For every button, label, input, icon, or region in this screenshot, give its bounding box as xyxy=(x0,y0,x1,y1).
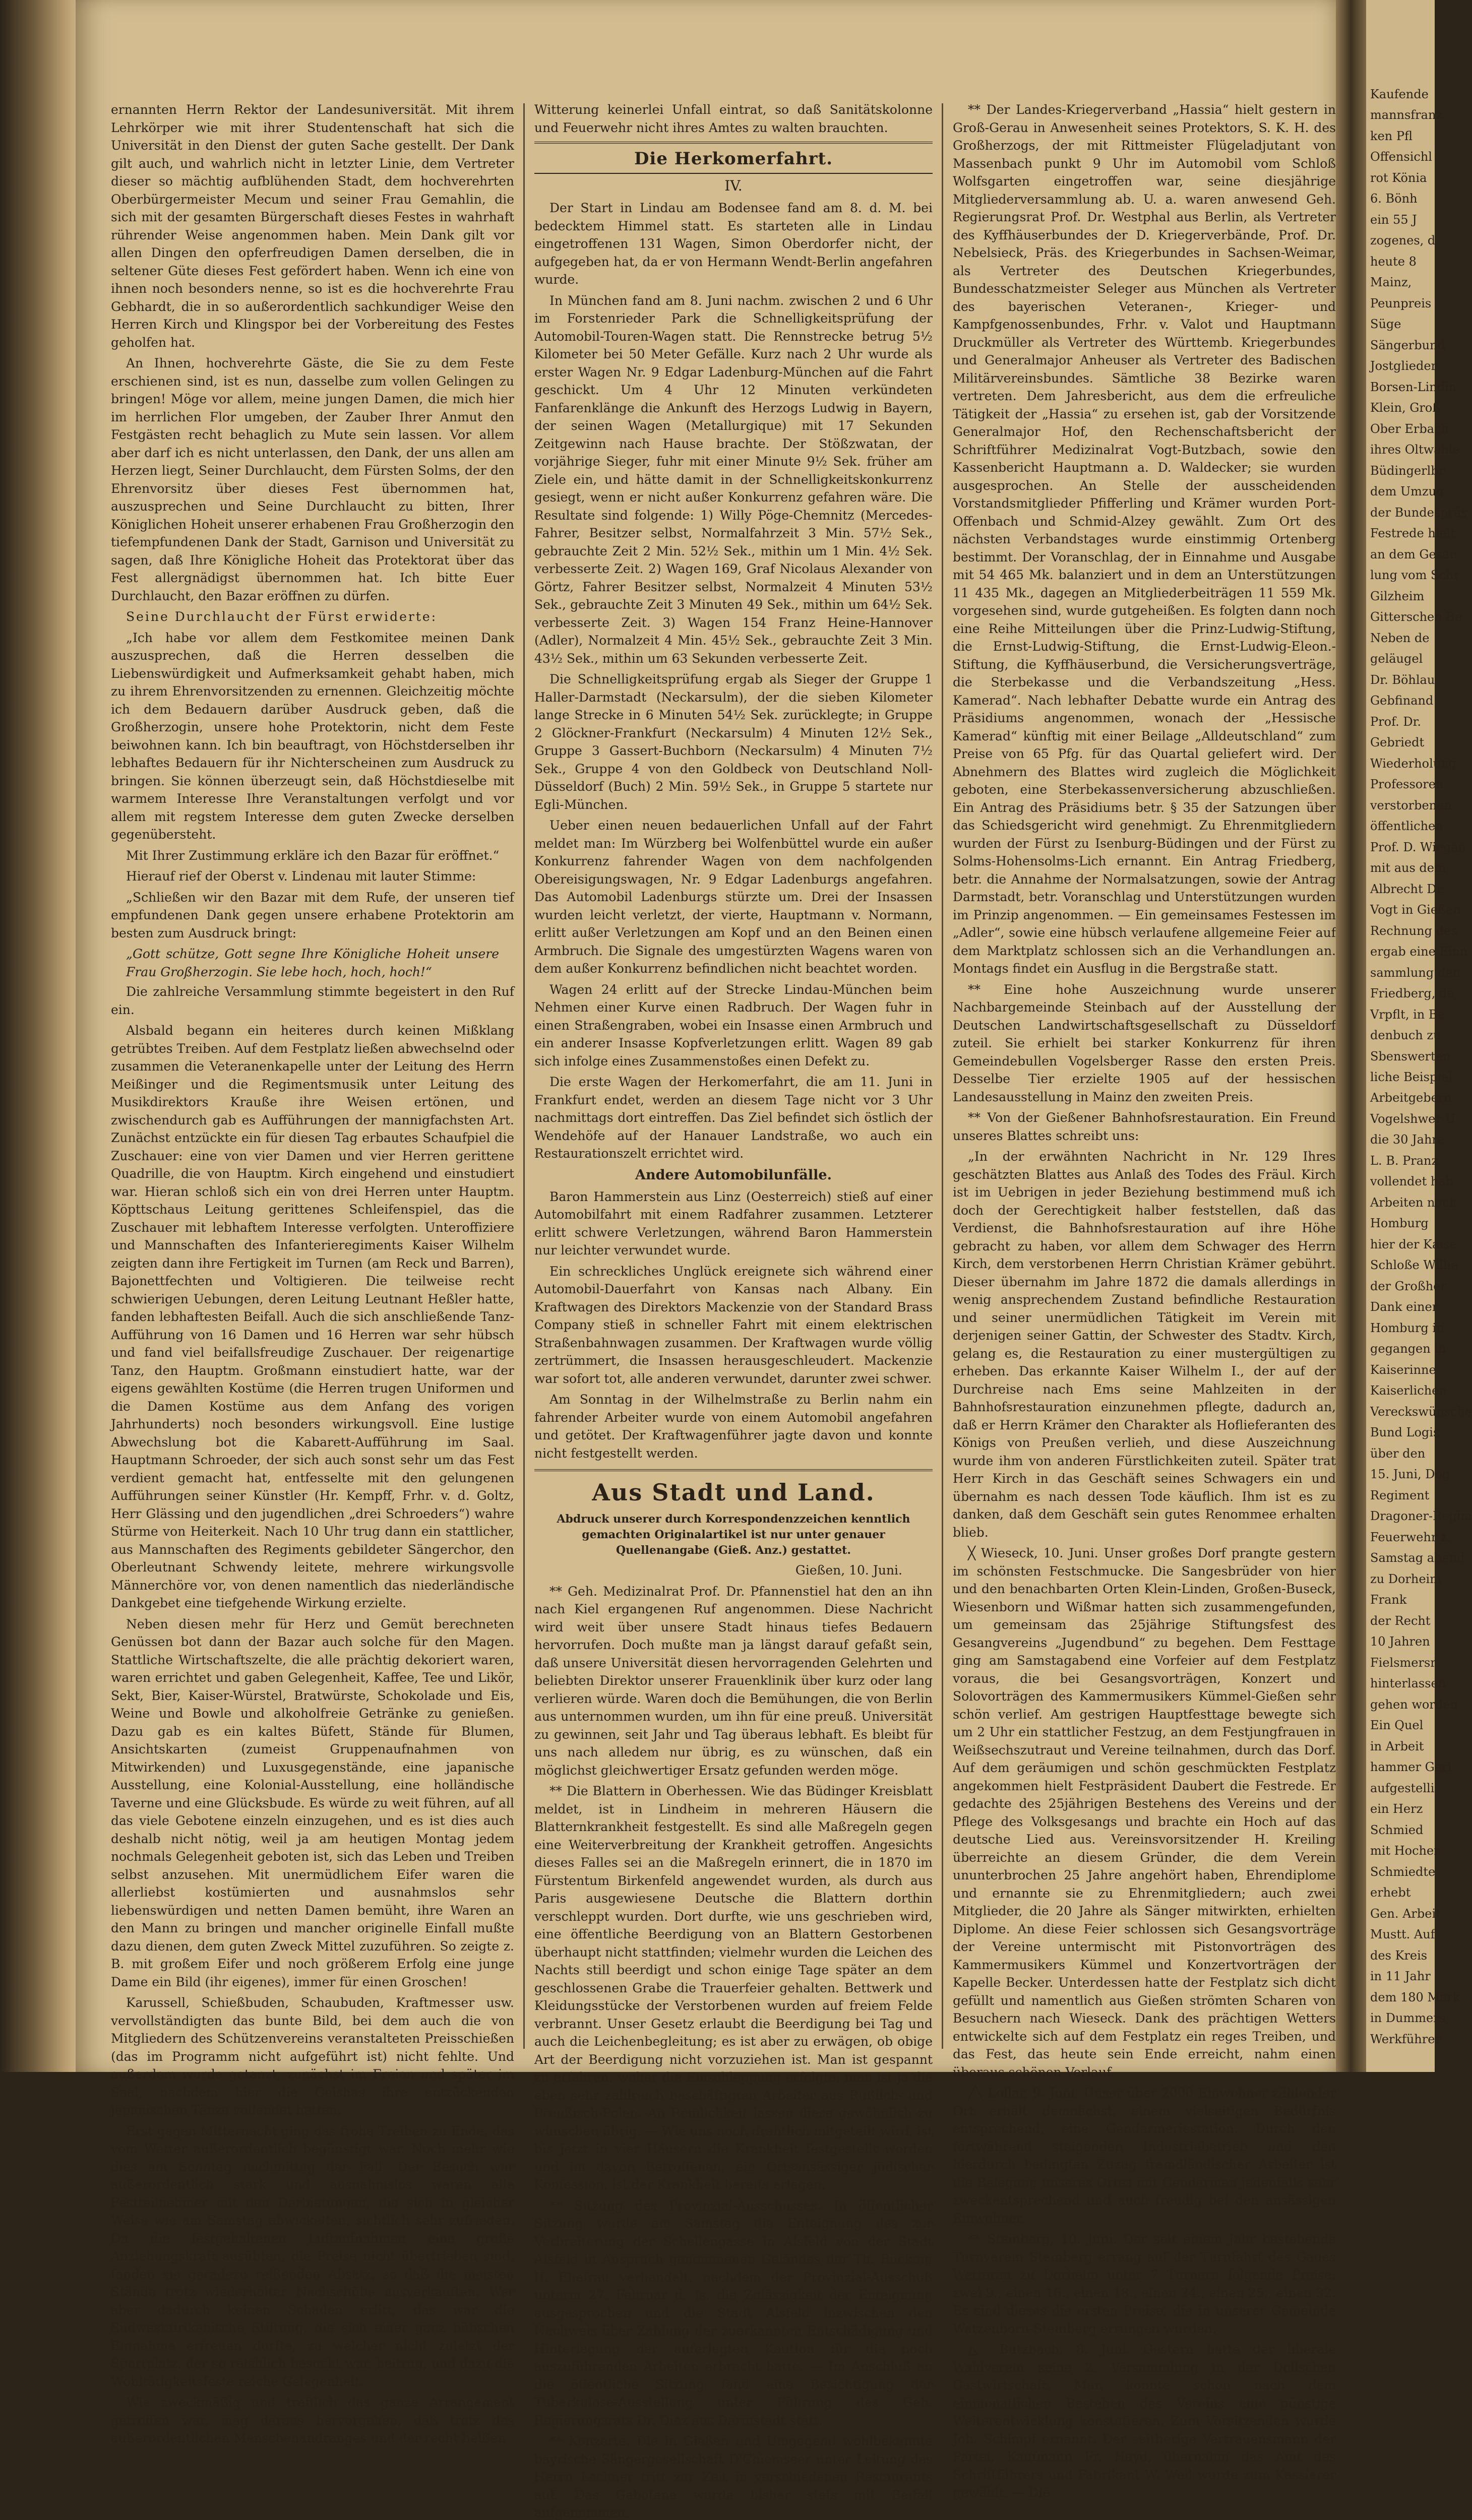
facing-page-fragment: lung vom Schr xyxy=(1370,568,1459,583)
facing-page-fragment: erhebt xyxy=(1370,1885,1411,1900)
paragraph: „Schließen wir den Bazar mit dem Rufe, der unseren tief empfundenen Dank gegen unsere erhabene Protektorin am besten zum Ausdruck bringt: xyxy=(111,890,514,940)
facing-page-fragment: dem 180 Mark xyxy=(1370,1990,1460,2004)
facing-page-edge xyxy=(1366,0,1472,2072)
paragraph: ** Sitzung des Provinzial-Ausschusses. In öffentlicher Sitzung wurde am Samstag die Enteignung des zur Verbreiterung der Schellengasse in Alsfeld von der Stadt Alsfeld in Anspruch genommenen Geländes der Th. Bücking II. Ehefrau verhandelt, nachdem der Provinzial-Ausschuß unterm 27. Februar d. Js. die Zulässigkeit der Enteignung ausgesprochen und die Stadt Alsfeld inzwischen den Nachweis über Zahlung der zuerkannten Entschädigung und Hinterlegung der auferlegten Kaution für die noch auszuführenden Arbeiten erbracht hatte. — Im Anschluß an die öffentliche Sitzung fand eine Besichtigung der Tuberkulose-Ausstellung unter Führung des Geh. Regierungsrats Dr. Diez aus Darmstadt statt. xyxy=(534,2198,933,2428)
facing-page-fragment: Prof. Dr. xyxy=(1370,714,1422,729)
paragraph: ╱╲ Lollar, 9. Juni. Unser über 2000 Einwohner zählender Ort erhält demnächst, einem vielseitigen Bedürfnis entsprechend, eine Gendarmeriestation. Durch den fortwährend steigenden Industriebetrieb und den hierdurch bedingten Zuzug fremdländischer Arbeiter ist die Belegung unseres Ortes mit Gendarmen jedenfalls sehr zweckentsprechend und auch freudig bei den ansässigen Einwohner. xyxy=(953,2086,1336,2226)
facing-page-fragment: Sängerbund xyxy=(1370,338,1445,352)
subheading-text: Andere Automobilunfälle. xyxy=(635,1167,832,1183)
facing-page-fragment: vollendet hab xyxy=(1370,1174,1453,1189)
facing-page-fragment: Klein, Groß xyxy=(1370,401,1441,415)
paragraph: ** Steinberg, 10. Juni. Der seit einem Jahr bestehende Turnverein Steinberg errang auf der Turnfahrt des Gaues Wetterau zu Dorheim unter 7 Turnern folgende Preise: zwei 9., einen 16., einen 18., einen 24., einen 25., einen 32. Es sind dieses die ersten Preise, die in unserer Gemeinde Watzenborn-Steinberg errungen wurden. xyxy=(953,2232,1336,2336)
facing-page-fragment: an dem Gesan xyxy=(1370,547,1457,561)
facing-page-fragment: aufgestelli xyxy=(1370,1781,1435,1795)
facing-page-fragment: sammlung den xyxy=(1370,965,1460,980)
facing-page-fragment: hinterlassen xyxy=(1370,1676,1446,1691)
facing-page-fragment: Arbeitgebern xyxy=(1370,1091,1452,1105)
facing-page-fragment: Schmiedte xyxy=(1370,1864,1436,1879)
paragraph: Ueber einen neuen bedauerlichen Unfall auf der Fahrt meldet man: Im Würzberg bei Wolfenbüttel wurde ein außer Konkurrenz fahrender Wagen von dem nachfolgenden Obereisigungswagen, Nr. 9 Edgar Ladenburgs angefahren. Das Automobil Ladenburgs stürzte um. Drei der Insassen wurden leicht verletzt, der vierte, Hauptmann v. Normann, erlitt außer Verletzungen am Kopf und an den Beinen einen Armbruch. Die Signale des umgestürzten Wagens waren von dem außer Konkurrenz befindlichen nicht beachtet worden. xyxy=(534,818,933,976)
facing-page-fragment: Frank xyxy=(1370,1593,1407,1607)
facing-page-fragment: der Großher xyxy=(1370,1279,1446,1293)
paragraph: In München fand am 8. Juni nachm. zwischen 2 und 6 Uhr im Forstenrieder Park die Schnelligkeitsprüfung der Automobil-Touren-Wagen statt. Die Rennstrecke betrug 5½ Kilometer bei 50 Meter Gefälle. Kurz nach 2 Uhr wurde als erster Wagen Nr. 9 Edgar Ladenburg-München auf die Fahrt geschickt. Um 4 Uhr 12 Minuten verkündeten Fanfarenklänge die Ankunft des Herzogs Ludwig in Bayern, der seinen Wagen (Metallurgique) mit 17 Sekunden Zeitgewinn nach Hause brachte. Der Stößzwatan, der vorjährige Sieger, fuhr mit einer Minute 9½ Sek. früher am Ziele ein, und hätte damit in der Schnelligkeitskonkurrenz gesiegt, wenn er nicht außer Konkurrenz gefahren wäre. Die Resultate sind folgende: 1) Willy Pöge-Chemnitz (Mercedes-Fahrer, Besitzer selbst, Normalfahrzeit 3 Min. 57½ Sek., gebrauchte Zeit 2 Min. 52½ Sek., mithin um 1 Min. 4½ Sek. verbesserte Zeit. 2) Wagen 169, Graf Nicolaus Alexander von Görtz, Fahrer Besitzer selbst, Normalzeit 4 Minuten 53½ Sek., gebrauchte Zeit 3 Minuten 49 Sek., mithin um 64½ Sek. verbesserte Zeit. 3) Wagen 154 Franz Heine-Hannover (Adler), Normalzeit 4 Min. 45½ Sek., gebrauchte Zeit 3 Min. 43½ Sek., mithin um 63 Sekunden verbesserte Zeit. xyxy=(534,293,933,666)
facing-page-fragment: Wiederholung xyxy=(1370,756,1457,771)
paragraph: ** Von der Gießener Bahnhofsrestauration. Ein Freund unseres Blattes schreibt uns: xyxy=(953,1110,1336,1143)
facing-page-fragment: hier der Kaise xyxy=(1370,1237,1457,1251)
facing-page-fragment: Friedberg, de xyxy=(1370,986,1454,1001)
paragraph: Erst gegen Mitternacht ging das frohe Treiben zu Ende, das vom Wetter außerordentlich begünstigt war. Noch mehr wie dies am Sonntag nachmittag der Fall. Der Besuch war außerordentlich stark und ausnahmslos waren alle Festteilnehmer mit den Darbietungen, die sich in gleicher Weise wie am Samstag abwickelten, sichtlich sehr zufrieden. Da die festgehaltenen Luftaufnahmen eine große Anziehungskraft ausübten, die Preise nicht übertrieben sind, fanden sie geradezu reißenden Absatz, so daß die meisten Stände trotz wiederholter Nachschübe ausverkauften. Wer aber dadurch keinen Schaden erlitt, das war die Südwestafrikanische Stiftung, die sich einer ganz hübschen Einnahme erfreuen durfte, zu welcher nicht zuletzt der Sportplatz, der so reichlich besucht war, beitrug, und dazu die Wohltätigkeitsfeste reiche Gelegenheit. xyxy=(111,2123,514,2389)
paragraph: ernannten Herrn Rektor der Landesuniversität. Mit ihrem Lehrkörper wie mit ihrer Studentenschaft hat sich die Universität in den Dienst der guten Sache gestellt. Der Dank gilt auch, und wahrlich nicht in letzter Linie, dem Vertreter dieser so mächtig aufblühenden Stadt, dem hochverehrten Oberbürgermeister Mecum und seiner Frau Gemahlin, die sich mit der gesamten Bürgerschaft dieses Festes in wahrhaft rührender Weise angenommen haben. Mein Dank gilt vor allen Dingen den opferfreudigen Damen derselben, die in seltener Güte dieses Fest gefördert haben. Wenn ich eine von ihnen noch besonders nenne, so ist es die hochverehrte Frau Gebhardt, die in so außerordentlich sachkundiger Weise den Herren Kirch und Klingspor bei der Vorbereitung des Festes geholfen hat. xyxy=(111,102,514,350)
facing-page-fragment: ken Pfl xyxy=(1370,129,1413,143)
facing-page-fragment: rot Könia xyxy=(1370,170,1427,185)
facing-page-fragment: Gilzheim xyxy=(1370,589,1425,603)
paragraph: Neben diesen mehr für Herz und Gemüt berechneten Genüssen bot dann der Bazar auch solche für den Magen. Stattliche Wirtschaftszelte, die alle prächtig dekoriert waren, waren errichtet und gaben Gelegenheit, Kaffee, Tee und Likör, Sekt, Bier, Kaiser-Würstel, Bratwürste, Schokolade und Eis, Weine und Bowle und alkoholfreie Getränke zu genießen. Dazu gab es ein kaltes Büfett, Stände für Blumen, Ansichtskarten (zumeist Gruppenaufnahmen von Mitwirkenden) und Luxusgegenstände, eine japanische Ausstellung, eine Kolonial-Ausstellung, eine holländische Taverne und eine Glücksbude. Es würde zu weit führen, auf all das viele Gebotene einzeln einzugehen, und es ist dies auch deshalb nicht nötig, weil ja am heutigen Montag jedem nochmals Gelegenheit geboten ist, sich das Leben und Treiben selbst anzusehen. Mit unermüdlichem Eifer waren die allerliebst kostümierten und ausnahmslos sehr liebenswürdigen und netten Damen bemüht, ihre Waren an den Mann zu bringen und mancher originelle Einfall mußte dazu dienen, dem guten Zweck Mittel zuzuführen. So zeigte z. B. mit großem Eifer und noch größerem Erfolg eine junge Dame ein Bild (ihr eigenes), immer für einen Groschen! xyxy=(111,1616,514,1989)
facing-page-fragment: Gebfinand xyxy=(1370,694,1434,708)
facing-page-fragment: gegangen in xyxy=(1370,1342,1446,1356)
facing-page-fragment: Arbeiten noch xyxy=(1370,1195,1457,1210)
paragraph: Mit Ihrer Zustimmung erkläre ich den Bazar für eröffnet.“ xyxy=(126,848,500,863)
facing-page-fragment: 15. Juni, Dog xyxy=(1370,1467,1450,1482)
paragraph: Der Start in Lindau am Bodensee fand am 8. d. M. bei bedecktem Himmel statt. Es starteten alle in Lindau eingetroffenen 131 Wagen, Simon Oberdorfer nicht, der aufgegeben hat, da er von Hermann Wendt-Berlin angefahren wurde. xyxy=(534,201,933,287)
paragraph: Die zahlreiche Versammlung stimmte begeistert in den Ruf ein. xyxy=(111,984,514,1017)
facing-page-fragment: Bund Logis xyxy=(1370,1425,1440,1440)
quotation: „Gott schütze, Gott segne Ihre Königliche Hoheit unsere Frau Großherzogin. Sie lebe hoch, hoch, hoch!“ xyxy=(126,947,499,979)
paragraph: Hierauf rief der Oberst v. Lindenau mit lauter Stimme: xyxy=(126,869,476,884)
facing-page-fragment: Kaiserlichen xyxy=(1370,1383,1447,1398)
article-part-number: IV. xyxy=(724,177,743,195)
facing-page-fragment: in Arbeit xyxy=(1370,1739,1424,1753)
facing-page-fragment: ein 55 J xyxy=(1370,212,1417,227)
paragraph: ** Eine hohe Auszeichnung wurde unserer Nachbargemeinde Steinbach auf der Ausstellung der Deutschen Landwirtschaftsgesellschaft zu Düsseldorf zuteil. Sie erhielt bei starker Konkurrenz für ihren Gemeindebullen Vogelsberger Rasse den ersten Preis. Desselbe Tier erzielte 1905 auf der hessischen Landesausstellung in Mainz den zweiten Preis. xyxy=(953,982,1336,1104)
facing-page-fragment: 10 Jahren xyxy=(1370,1634,1430,1649)
paragraph: Ein schreckliches Unglück ereignete sich während einer Automobil-Dauerfahrt von Kansas nach Albany. Ein Kraftwagen des Direktors Mackenzie von der Standard Brass Company stieß in schneller Fahrt mit einem elektrischen Straßenbahnwagen zusammen. Der Kraftwagen wurde völlig zertrümmert, die Insassen herausgeschleudert. Mackenzie war sofort tot, alle anderen verwundet, darunter zwei schwer. xyxy=(534,1264,933,1386)
facing-page-fragment: die 30 Jahre xyxy=(1370,1132,1445,1147)
facing-page-fragment: Peunpreis xyxy=(1370,296,1432,310)
paragraph: ** Der Landes-Kriegerverband „Hassia“ hielt gestern in Groß-Gerau in Anwesenheit seines Protektors, S. K. H. des Großherzogs, der mit Rittmeister Flügeladjutant von Massenbach punkt 9 Uhr im Automobil vom Schloß Wolfsgarten eingetroffen war, seine diesjährige Mitgliederversammlung ab. U. a. waren anwesend Geh. Regierungsrat Prof. Dr. Westphal aus Berlin, als Vertreter des Kyffhäuserbundes der D. Kriegerverbände, Prof. Dr. Nebelsieck, Präs. des Kriegerbundes in Sachsen-Weimar, als Vertreter des Deutschen Kriegerbundes, Bundesschatzmeister Seleger aus München als Vertreter des bayerischen Veteranen-, Krieger- und Kampfgenossenbundes, Frhr. v. Valot und Hauptmann Druckmüller als Vertreter des Württemb. Kriegerbundes und Generalmajor Anheuser als Vertreter des Badischen Militärvereinsbundes. Sämtliche 38 Bezirke waren vertreten. Dem Jahresbericht, aus dem die erfreuliche Tätigkeit der „Hassia“ zu ersehen ist, gab der Vorsitzende Generalmajor Hof, den Rechenschaftsbericht der Schriftführer Medizinalrat Vogt-Butzbach, sowie den Kassenbericht Hauptmann a. D. Waldecker; sie wurden ausgesprochen. An Stelle der ausscheidenden Vorstandsmitglieder Pfifferling und Krämer wurden Port-Offenbach und Schmid-Alzey gewählt. Zum Ort des nächsten Verbandstages wurde einstimmig Ortenberg bestimmt. Der Voranschlag, der in Einnahme und Ausgabe mit 54 465 Mk. balanziert und in dem an Unterstützungen 11 435 Mk., dagegen an Mitgliederbeiträgen 11 559 Mk. vorgesehen sind, wurde gutgeheißen. Es folgten dann noch eine Reihe Mitteilungen über die Prinz-Ludwig-Stiftung, die Ernst-Ludwig-Stiftung, die Ernst-Ludwig-Eleon.-Stiftung, die Kyffhäuserbund, die Versicherungsverträge, die Sterbekasse und die Verbandszeitung „Hess. Kamerad“. Nach lebhafter Debatte wurde ein Antrag des Präsidiums angenommen, wonach der „Hessische Kamerad“ künftig mit einer Beilage „Alldeutschland“ zum Preise von 65 Pfg. für das Quartal geliefert wird. Der Abnehmern des Blattes wird zugleich die Möglichkeit geboten, eine Sterbekassenversicherung abzuschließen. Ein Antrag des Präsidiums betr. § 35 der Satzungen über das Schiedsgericht wird genehmigt. Zu Ehrenmitgliedern wurden der Fürst zu Isenburg-Büdingen und der Fürst zu Solms-Hohensolms-Lich ernannt. Ein Antrag Friedberg, betr. die Annahme der Normalsatzungen, sowie der Antrag Darmstadt, betr. Voranschlag und Unterstützungen wurden im Prinzip angenommen. — Ein gemeinsames Festessen im „Adler“, sowie eine hübsch verlaufene allgemeine Feier auf dem Marktplatz schlossen sich an die Verhandlungen an. Montags findet ein Ausflug in die Bergstraße statt. xyxy=(953,102,1336,976)
paragraph: An Ihnen, hochverehrte Gäste, die Sie zu dem Feste erschienen sind, ist es nun, dasselbe zum vollen Gelingen zu bringen! Möge vor allem, meine jungen Damen, die mich hier im herrlichen Flor umgeben, der Zauber Ihrer Anmut den Festgästen recht behaglich zu Mute sein lassen. Vor allem aber darf ich es nicht unterlassen, den Dank, der uns allen am Herzen liegt, Seiner Durchlaucht, dem Fürsten Solms, der den Ehrenvorsitz über dieses Fest übernommen hat, auszusprechen und Seine Durchlaucht zu bitten, Ihrer Königlichen Hoheit unserer erhabenen Frau Großherzogin den tiefempfundenen Dank der Stadt, Garnison und Universität zu sagen, daß Ihre Königliche Hoheit das Protektorat über das Fest allergnädigst übernommen hat. Ich bitte Euer Durchlaucht, den Bazar eröffnen zu dürfen. xyxy=(111,356,514,603)
facing-page-fragment: des Kreis xyxy=(1370,1948,1428,1963)
column-rule xyxy=(942,103,943,2049)
facing-page-fragment: der Bundespräs xyxy=(1370,505,1467,520)
facing-page-fragment: Mustt. Auf xyxy=(1370,1927,1435,1942)
facing-page-fragment: gehen worden xyxy=(1370,1697,1458,1712)
paragraph: Karussell, Schießbuden, Schaubuden, Kraftmesser usw. vervollständigten das bunte Bild, bei dem auch die von Mitgliedern des Schützenvereins veranstalteten Preisschießen (das im Programm nicht aufgeführt ist) nicht fehlte. Und außerdem wurde getanzt, zunächst im Freien und später im Saal, nachdem hier die Geishas ihre entzückenden japanischen Tänze vollendet hatten. xyxy=(111,1995,514,2117)
facing-page-fragment: in 11 Jahr xyxy=(1370,1969,1431,1984)
facing-page-fragment: verstorbenen xyxy=(1370,798,1452,812)
facing-page-fragment: Dr. Böhlau xyxy=(1370,672,1435,687)
facing-page-fragment: Regiment xyxy=(1370,1488,1430,1502)
facing-page-fragment: Süge xyxy=(1370,317,1401,332)
facing-page-fragment: Dank einer xyxy=(1370,1300,1438,1314)
article-headline: Die Herkomerfahrt. xyxy=(534,142,933,174)
column-herkomerfahrt xyxy=(534,101,933,2520)
facing-page-fragment: über den xyxy=(1370,1446,1426,1461)
facing-page-fragment: in Dummers xyxy=(1370,2011,1445,2026)
reprint-note: Abdruck unserer durch Korrespondenzzeichen kenntlich gemachten Originalartikel ist nur unter genauer Quellenangabe (Gieß. Anz.) gestattet. xyxy=(557,1512,910,1557)
paragraph: Wagen 24 erlitt auf der Strecke Lindau-München beim Nehmen einer Kurve einen Radbruch. Der Wagen fuhr in einen Straßengraben, wobei ein Insasse einen Armbruch und ein anderer Insasse Kopfverletzungen erlitt. Wagen 89 gab sich infolge eines Zusammenstoßes einen Defekt zu. xyxy=(534,982,933,1068)
facing-page-fragment: Vogt in Gießen xyxy=(1370,903,1461,917)
facing-page-fragment: zogenes, d xyxy=(1370,233,1436,248)
facing-page-fragment: Homburg xyxy=(1370,1216,1429,1231)
paragraph: Witterung keinerlei Unfall eintrat, so daß Sanitätskolonne und Feuerwehr nicht ihres Amtes zu walten brauchten. xyxy=(534,102,933,135)
facing-page-fragment: Mainz, xyxy=(1370,275,1412,290)
facing-page-fragment: Ein Quel xyxy=(1370,1718,1424,1733)
paragraph: „Ich habe vor allem dem Festkomitee meinen Dank auszusprechen, daß die Herren desselben die Liebenswürdigkeit und Aufmerksamkeit gehabt haben, mich zu ihrem Ehrenvorsitzenden zu ernennen. Gleichzeitig möchte ich dem Bedauern darüber Ausdruck geben, daß die Großherzogin, unsere hohe Protektorin, nicht dem Feste beiwohnen kann. Ich bin beauftragt, von Höchstderselben ihr lebhaftes Bedauern für ihr Nichterscheinen zum Ausdruck zu bringen. Sie können überzeugt sein, daß Höchstdieselbe mit warmem Interesse Ihre Veranstaltungen verfolgt und vor allem mit regstem Interesse dem guten Zwecke derselben gegenübersteht. xyxy=(111,630,514,842)
facing-page-fragment: Feuerwehr z. xyxy=(1370,1530,1451,1544)
facing-page-fragment: Prof. D. Wiegan xyxy=(1370,840,1466,854)
facing-page-fragment: Schmied xyxy=(1370,1822,1424,1837)
facing-page-fragment: Albrecht Dr. xyxy=(1370,881,1445,896)
facing-page-fragment: Gebriedt xyxy=(1370,735,1425,750)
facing-page-fragment: Samstag abend xyxy=(1370,1551,1465,1565)
paragraph: △ Butzbach, 8. Juni. Gestern hatte der liberale Wahlverein seine 2. Versammlung in der Dollschen Gastwirtschaft. Man konnte schon nach dem einmonatlichen Bestehen des Vereins eine günstige Weiterentwicklung konstatieren. Zum Vorsitzenden wurde Joh. Schimpf ernannt. Der seitherige Vertrauensmann der Partei, Kaufmann Fr. Heyd, übernahm das Amt des Schriftführers und Fabrikant W. Weil wurde zum Kassierer gewählt. — Die xyxy=(953,2342,1336,2500)
facing-page-fragment: Rechnung des xyxy=(1370,923,1457,938)
section-lead: Seine Durchlaucht der Fürst erwiderte: xyxy=(126,609,438,624)
facing-page-fragment: zu Dorheim xyxy=(1370,1571,1441,1586)
paragraph: Die erste Wagen der Herkomerfahrt, die am 11. Juni in Frankfurt endet, werden an diesem Tage nicht vor 3 Uhr nachmittags dort eintreffen. Das Ziel befindet sich östlich der Wendehöfe auf der Hanauer Landstraße, wo auch ein Restaurationszelt errichtet wird. xyxy=(534,1075,933,1161)
facing-page-fragment: liche Beispiel xyxy=(1370,1070,1452,1084)
facing-page-fragment: Professoren xyxy=(1370,777,1444,792)
paragraph: ** Die Blattern in Oberhessen. Wie das Büdinger Kreisblatt meldet, ist in Lindheim in mehreren Häusern die Blatternkrankheit festgestellt. Es sind alle Maßregeln gegen eine Weiterverbreitung der Krankheit getroffen. Angesichts dieses Falles sei an die Maßregeln erinnert, die in 1870 im Fürstentum Birkenfeld angewendet wurden, als durch aus Paris ausgewiesene Deutsche die Blattern dorthin verschleppt wurden. Dort durfte, wie uns geschrieben wird, eine öffentliche Beerdigung von an Blattern Gestorbenen überhaupt nicht stattfinden; vielmehr wurden die Leichen des Nachts still beerdigt und schon einige Tage später an dem geschlossenen Grabe die Trauerfeier gehalten. Bettwerk und Kleidungsstücke der Verstorbenen wurden auf freiem Felde verbrannt. Unser Gesetz erlaubt die Beerdigung bei Tag und auch die Leichenbegleitung; es ist aber zu erwägen, ob obige Art der Beerdigung nicht vorzuziehen ist. Man ist gespannt zu erfahren, woher die Einschleppung erfolgte; man ist ja die eben sehr zahlreich beschäftigten Arbeiter aus Rußlich- und Preußisch-Polen. An Reinlichkeit lassen diese gewöhnlich zu wünschen übrig. — Wie uns noch drahtlich mitgeteilt wird, ist bis jetzt in vier Häusern die Krankheit festgestellt worden und im davon Betroffenen, ein Ortsansässiger jüdischer Konfession, ist der Krankheit bereits erlegen. xyxy=(534,1784,933,2192)
facing-page-fragment: Offensichl xyxy=(1370,150,1432,164)
paragraph: Wie zweckmäßig und trefflich das ganze Arrangement getroffen war, mag daraus hervorgehen, daß trotz des außerordentlichen Menschenandranges und der recht heißen xyxy=(111,2395,514,2445)
facing-page-fragment: Gitterschen Be xyxy=(1370,610,1462,624)
facing-page-fragment: ihres Oltwahle xyxy=(1370,443,1460,457)
facing-page-fragment: Dragoner-Regim xyxy=(1370,1509,1472,1524)
facing-page-fragment: Homburg in xyxy=(1370,1320,1444,1335)
facing-page-fragment: dem Umzug xyxy=(1370,484,1444,499)
facing-page-fragment: Schloße Wilhe xyxy=(1370,1258,1458,1273)
facing-page-fragment: Neben de xyxy=(1370,631,1430,645)
facing-page-fragment: geläugel xyxy=(1370,652,1423,666)
facing-page-fragment: Borsen-Lindin xyxy=(1370,380,1457,394)
facing-page-fragment: ergab eine Einn xyxy=(1370,944,1468,959)
column-bazar-report xyxy=(111,101,514,2445)
paragraph: Alsbald begann ein heiteres durch keinen Mißklang getrübtes Treiben. Auf dem Festplatz ließen abwechselnd oder zusammen die Veteranenkapelle unter der Leitung des Herrn Meißinger und die Regimentsmusik unter Leitung des Musikdirektors Krauße ihre Weisen ertönen, und zwischendurch gab es Aufführungen der mannigfachsten Art. Zunächst entzückte ein für diesen Tag erbautes Schaufpiel die Zuschauer: eine von vier Damen und vier Herren gerittene Quadrille, die von Hauptm. Kirch eingehend und einstudiert war. Hieran schloß sich ein von drei Herren unter Hauptm. Köpttschaus Leitung gerittenes Schleifenspiel, das die Zuschauer mit lebhaftem Interesse verfolgten. Unteroffiziere und Mannschaften des Infanterieregiments Kaiser Wilhelm zeigten dann ihre Fertigkeit im Turnen (am Reck und Barren), Bajonettfechten und Voltigieren. Die teilweise recht schwierigen Uebungen, deren Leitung Leutnant Heßler hatte, fanden lebhaftesten Beifall. Auch die sich anschließende Tanz-Aufführung von 16 Damen und 16 Herren war sehr hübsch und fand viel beifallsfreudige Zuschauer. Der reigenartige Tanz, den Hauptm. Großmann einstudiert hatte, war der eigens gewählten Kostüme (die Herren trugen Uniformen und die Damen Kostüme aus dem Anfang des vorigen Jahrhunderts) noch besonders wirkungsvoll. Eine lustige Abwechslung bot die Kabarett-Aufführung im Saal. Hauptmann Schroeder, der sich auch sonst sehr um das Fest verdient gemacht hat, entfesselte mit den gelungenen Aufführungen seiner Künstler (Hr. Kempff, Frhr. v. d. Goltz, Herr Glässing und den jugendlichen „drei Schroeders“) wahre Stürme von Heiterkeit. Nach 10 Uhr trug dann ein stattlicher, aus Mannschaften des Regiments gebildeter Sängerchor, den Oberleutnant Schwendy leitete, mehrere wirkungsvolle Männerchöre vor, von denen namentlich das niederländische Dankgebet eine tiefgehende Wirkung erzielte. xyxy=(111,1023,514,1610)
facing-page-fragment: Gen. Arbeit xyxy=(1370,1906,1441,1921)
paragraph: Baron Hammerstein aus Linz (Oesterreich) stieß auf einer Automobilfahrt mit einem Radfahrer zusammen. Letzterer erlitt schwere Verletzungen, während Baron Hammerstein nur leichter verwundet wurde. xyxy=(534,1189,933,1258)
facing-page-fragment: L. B. Pranz xyxy=(1370,1153,1438,1168)
book-spine xyxy=(0,0,76,2072)
facing-page-fragment: ein Herz xyxy=(1370,1802,1423,1816)
paragraph: ** Konzerte. Die in Gießen und Umgegend wohlbekannte bayrische Sängergesellschaft D'Chiemseer unter Leitung des Herrn Lechner tritt zur Zeit in verschiedenen Restaurants auf. Das Gebotene wurde bisher stets mit Beifall aufgenommen. xyxy=(534,2434,933,2520)
facing-page-fragment: Vereckswünsche xyxy=(1370,1404,1472,1419)
facing-page-fragment: heute 8 xyxy=(1370,254,1417,269)
facing-page-fragment: mannsfranz xyxy=(1370,108,1443,122)
facing-page-fragment: Festrede hielt xyxy=(1370,526,1456,541)
paragraph: „In der erwähnten Nachricht in Nr. 129 Ihres geschätzten Blattes aus Anlaß des Todes des Fräul. Kirch ist im Uebrigen in jeder Beziehung bestimmend muß ich doch der Gerechtigkeit halber feststellen, daß das Verdienst, die Bahnhofsrestauration auf ihre Höhe gebracht zu haben, vor allem dem Schwager des Herrn Kirch, dem verstorbenen Herrn Christian Krämer gebührt. Dieser übernahm im Jahre 1872 die damals allerdings in wenig ansprechendem Zustand befindliche Restauration und seiner unermüdlichen Tätigkeit im Verein mit derjenigen seiner Gattin, der Schwester des Stadtv. Kirch, gelang es, die Restauration zu einer mustergültigen zu erheben. Das erkannte Kaiser Wilhelm I., der auf der Durchreise nach Ems seine Mahlzeiten in der Bahnhofsrestauration einzunehmen pflegte, dadurch an, daß er Herrn Krämer den Charakter als Hoflieferanten des Königs von Preußen verlieh, und diese Auszeichnung wurde ihm von anderen Fürstlichkeiten zuteil. Später trat Herr Kirch in das Geschäft seines Schwagers ein und übernahm es nach dessen Tode käuflich. Ihm ist es zu danken, daß dem Geschäft sein gutes Renommee erhalten blieb. xyxy=(953,1149,1336,1540)
facing-page-fragment: Kaufende xyxy=(1370,87,1429,101)
facing-page-fragment: Kaiserinne xyxy=(1370,1362,1436,1377)
facing-page-fragment: denbuch zu xyxy=(1370,1028,1441,1043)
facing-page-fragment: der Recht xyxy=(1370,1613,1431,1628)
facing-page-fragment: Jostglieder xyxy=(1370,359,1437,373)
facing-page-fragment: Werkführer xyxy=(1370,2032,1441,2046)
facing-page-fragment: öffentlichen xyxy=(1370,819,1443,834)
facing-page-fragment: Vrpflt, in Be xyxy=(1370,1007,1445,1022)
facing-page-fragment: mit Hocher xyxy=(1370,1844,1440,1858)
facing-page-fragment: Sbenswerten xyxy=(1370,1049,1451,1063)
paragraph: Am Sonntag in der Wilhelmstraße zu Berlin nahm ein fahrender Arbeiter wurde von einem Automobil angefahren und getötet. Der Kraftwagenführer jagte davon und konnte nicht festgestellt werden. xyxy=(534,1392,933,1461)
facing-page-fragment: mit aus dem xyxy=(1370,861,1446,875)
paragraph: ╳ Wieseck, 10. Juni. Unser großes Dorf prangte gestern im schönsten Festschmucke. Die Sangesbrüder von hier und den benachbarten Orten Klein-Linden, Großen-Buseck, Wiesenborn und Wißmar hatten sich zusammengefunden, um gemeinsam das 25jährige Stiftungsfest des Gesangvereins „Jugendbund“ zu begehen. Dem Festtage ging am Samstagabend eine Vorfeier auf dem Festplatz voraus, die bei Gesangsvorträgen, Konzert und Solovorträgen des Kammermusikers Kümmel-Gießen sehr schön verlief. Am gestrigen Hauptfesttage bewegte sich um 2 Uhr ein stattlicher Festzug, an dem Festjungfrauen in Weißsechszutraut und Vereine teilnahmen, durch das Dorf. Auf dem geräumigen und schön geschmückten Festplatz angekommen hielt Festpräsident Daubert die Festrede. Er gedachte des 25jährigen Bestehens des Vereins und der Pflege des Volksgesangs und brachte ein Hoch auf das deutsche Lied aus. Vereinsvorsitzender H. Kreiling überreichte an diesem Gründer, die dem Verein ununterbrochen 25 Jahre angehört haben, Ehrendiplome und ernannte sie zu Ehrenmitgliedern; auch zwei Mitglieder, die 20 Jahre als Sänger mitwirkten, erhielten Diplome. An diese Feier schlossen sich Gesangsvorträge der Vereine untermischt mit Pistonvorträgen des Kammermusikers Kümmel und Konzertvorträgen der Kapelle Becker. Unterdessen hatte der Festplatz sich dicht gefüllt und namentlich aus Gießen strömten Scharen von Besuchern nach Wieseck. Dank des prächtigen Wetters entwickelte sich auf dem Festplatz ein reges Treiben, und das Fest, das heute sein Ende erreicht, nahm einen überaus schönen Verlauf. xyxy=(953,1546,1336,2080)
column-local-news xyxy=(953,101,1336,2500)
section-headline: Aus Stadt und Land. xyxy=(534,1469,933,1509)
facing-page-fragment: Vogelshwer U xyxy=(1370,1111,1455,1126)
facing-page-fragment: hammer Geri xyxy=(1370,1760,1452,1775)
book-gutter xyxy=(1336,0,1366,2072)
column-rule xyxy=(523,103,525,2049)
facing-page-fragment: Ober Erbach xyxy=(1370,421,1449,436)
paragraph: Die Schnelligkeitsprüfung ergab als Sieger der Gruppe 1 Haller-Darmstadt (Neckarsulm), der die sieben Kilometer lange Strecke in 6 Minuten 54½ Sek. zurücklegte; in Gruppe 2 Glöckner-Frankfurt (Neckarsulm) 4 Minuten 12½ Sek., Gruppe 3 Gassert-Buchborn (Neckarsulm) 4 Minuten 7½ Sek., Gruppe 4 von den Goldbeck von Deutschland Noll-Düsseldorf (Buch) 2 Min. 59½ Sek., in Gruppe 5 startete nur Egli-München. xyxy=(534,672,933,812)
facing-page-fragment: Fielsmersr xyxy=(1370,1655,1436,1670)
facing-page-fragment: 6. Bönh xyxy=(1370,192,1418,206)
paragraph: ** Geh. Medizinalrat Prof. Dr. Pfannenstiel hat den an ihn nach Kiel ergangenen Ruf angenommen. Diese Nachricht wird weit über unsere Stadt hinaus tiefes Bedauern hervorrufen. Doch mußte man ja längst darauf gefaßt sein, daß unsere Universität diesen hervorragenden Gelehrten und beliebten Direktor unserer Frauenklinik über kurz oder lang verlieren würde. Waren doch die Bemühungen, die von Berlin aus unternommen wurden, um ihn für eine preuß. Universität zu gewinnen, seit Jahr und Tag überaus lebhaft. Es bleibt für uns nach alledem nur übrig, es zu wünschen, daß ein möglichst gleichwertiger Ersatz gefunden werden möge. xyxy=(534,1584,933,1778)
facing-page-fragment: Büdingerlbr xyxy=(1370,463,1445,478)
subheading xyxy=(534,1166,933,1185)
dateline: Gießen, 10. Juni. xyxy=(795,1563,902,1578)
